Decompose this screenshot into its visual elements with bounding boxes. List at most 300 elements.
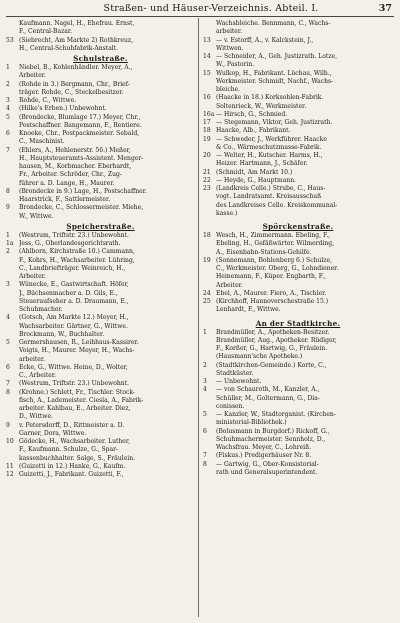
house-number xyxy=(203,144,216,152)
entry-line xyxy=(6,232,195,240)
entry-line xyxy=(6,188,195,196)
house-number xyxy=(6,89,19,97)
entry-text: Rohde, C., Wittwe. xyxy=(19,97,77,104)
entry-text: W., Pastorin. xyxy=(216,61,255,69)
house-number xyxy=(6,455,19,463)
entry-text: F., Kohrs, H., Wachsarbeiter. Lühring, xyxy=(19,256,135,264)
entry-line xyxy=(203,378,393,386)
house-number xyxy=(6,397,19,405)
entry-line xyxy=(6,281,195,289)
entry-line xyxy=(203,419,393,427)
entry-line xyxy=(6,248,195,256)
entry-text: F., Kaufmann. Schulze, G., Spar- xyxy=(19,446,119,454)
entry-line xyxy=(203,265,393,273)
entry-line xyxy=(6,347,195,355)
entry-text: Steueraufseher a. D. Draumann, E., xyxy=(19,297,129,305)
house-number xyxy=(203,403,216,411)
entry-line xyxy=(6,306,195,314)
entry-text: v. Petersdorff, D., Rittmeister a. D. xyxy=(19,421,125,429)
entry-text: (Fiskus.) Predigerhäuser Nr. 8. xyxy=(216,452,312,460)
house-number: 10 xyxy=(6,438,14,445)
entry-line xyxy=(203,306,393,314)
entry-line xyxy=(6,180,195,188)
entry-line xyxy=(6,413,195,421)
entry-text: Jess, G., Oberlandesgerichtsrath. xyxy=(19,240,121,247)
house-number xyxy=(203,337,216,345)
entry-text: rath und Generalsuperintendent. xyxy=(216,468,318,476)
entry-line xyxy=(203,337,393,345)
entry-line xyxy=(6,213,195,221)
house-number xyxy=(6,446,19,454)
entry-line xyxy=(203,210,393,218)
house-number: 4 xyxy=(6,314,10,322)
entry-text: — von Schauroth, M., Kanzler, A., xyxy=(216,386,320,394)
entry-text: Wünecke, E., Gastwirtschaft. Höfer, xyxy=(19,281,129,289)
house-number xyxy=(6,265,19,273)
house-number: 21 xyxy=(203,168,211,176)
entry-text: (Stadtkirchen-Gemeinde.) Korte, C., xyxy=(216,361,327,369)
entry-line xyxy=(6,331,195,339)
entry-line xyxy=(6,114,195,122)
entry-text: — Hirsch, G., Schmied. xyxy=(216,110,288,118)
entry-text: C., Arbeiter. xyxy=(19,372,56,379)
entry-text: C., Landbriefträger. Weinreich, H., xyxy=(19,264,126,272)
house-number: 23 xyxy=(203,185,211,192)
entry-line xyxy=(203,395,393,403)
entry-text: — Kanzler, W., Stadtorganist. (Kirchen- xyxy=(216,411,336,418)
house-number: 12 xyxy=(6,471,14,478)
house-number xyxy=(6,430,19,438)
entry-text: kassenbuchhalter. Salge, S., Fräulein. xyxy=(19,454,136,462)
house-number: 14 xyxy=(203,53,211,60)
entry-text: kasse.) xyxy=(216,209,238,217)
entry-line xyxy=(203,290,393,298)
entry-text: Brandmüller, Aug., Apotheker. Rüdiger, xyxy=(216,336,337,344)
right-column xyxy=(203,20,393,477)
entry-text: Germershausen, R., Leihhaus-Kassirer. xyxy=(19,339,139,346)
house-number: 20 xyxy=(203,152,211,159)
entry-text: führer a. D. Lange, H., Maurer. xyxy=(19,179,115,187)
street-heading: An der Stadtkirche. xyxy=(255,318,341,328)
entry-text: Wachsbleiche. Bennmann, C., Wachs- xyxy=(216,20,331,27)
entry-line xyxy=(203,329,393,337)
entry-text: H., Hauptsteueramts-Assistent. Menger- xyxy=(19,154,144,162)
entry-text: (Westrum, Triftstr. 23.) Unbewohnt. xyxy=(19,231,129,239)
house-number xyxy=(6,138,19,146)
house-number xyxy=(6,372,19,380)
entry-line xyxy=(6,380,195,388)
entry-line xyxy=(203,103,393,111)
entry-text: (Schmidt, Am Markt 10.) xyxy=(216,168,293,176)
entry-text: Soltenrieck, W., Werkmeister. xyxy=(216,102,307,110)
entry-text: — Schweder, J., Werkführer. Haacke xyxy=(216,135,327,143)
house-number xyxy=(203,202,216,210)
street-heading: Speicherstraße. xyxy=(66,221,135,231)
house-number xyxy=(6,323,19,331)
entry-line xyxy=(6,37,195,45)
entry-line xyxy=(203,45,393,53)
entry-text: — v. Estorff, A., v. Kalckstein, J., xyxy=(216,36,314,44)
house-number: 53 xyxy=(6,36,14,44)
entry-line xyxy=(6,389,195,397)
entry-text: Lenhardt, F., Wittwe. xyxy=(216,306,281,314)
house-number xyxy=(203,306,216,314)
house-number: 16 xyxy=(203,94,211,102)
entry-line xyxy=(6,89,195,97)
entry-text: Stadtküster. xyxy=(216,369,254,377)
entry-text: Schüller, M., Goltermann, G., Dia- xyxy=(216,394,320,402)
entry-text: C., Werkmeister. Oberg, G., Lohndiener. xyxy=(216,265,339,272)
entry-text: vogt. Landratsamt. Kreisausschuß xyxy=(216,193,322,201)
house-number xyxy=(6,72,19,80)
entry-text: & Co., Wärmeschutzmasse-Fabrik. xyxy=(216,143,322,151)
entry-line xyxy=(203,136,393,144)
house-number xyxy=(203,160,216,168)
entry-line xyxy=(6,130,195,138)
entry-text: Arbeiter. xyxy=(216,281,243,289)
house-number: 2 xyxy=(203,361,207,369)
entry-line xyxy=(6,45,195,53)
house-number xyxy=(203,345,216,353)
entry-line xyxy=(6,265,195,273)
entry-text: (Bolusmann in Burgdorf.) Rickoff, G., xyxy=(216,427,330,435)
house-number xyxy=(6,171,19,179)
entry-line xyxy=(203,160,393,168)
house-number xyxy=(203,78,216,86)
house-number xyxy=(203,273,216,281)
house-number xyxy=(6,331,19,339)
house-number: 11 xyxy=(6,462,14,470)
entry-line xyxy=(6,430,195,438)
entry-line xyxy=(6,257,195,265)
house-number: 3 xyxy=(6,97,10,104)
house-number: 2 xyxy=(6,80,10,88)
entry-line xyxy=(6,163,195,171)
entry-line xyxy=(6,314,195,322)
entry-text: (Kirchhoff, Hannoverschestraße 15.) xyxy=(216,298,329,305)
house-number xyxy=(203,395,216,403)
house-number: 1 xyxy=(6,64,10,71)
house-number: 15 xyxy=(203,69,211,77)
page-number: 37 xyxy=(378,3,392,14)
entry-line xyxy=(203,86,393,94)
entry-text: W., Wittwe. xyxy=(19,212,54,220)
house-number: 2 xyxy=(6,248,10,256)
house-number: 8 xyxy=(6,388,10,396)
entry-line xyxy=(203,249,393,257)
house-number xyxy=(203,265,216,273)
entry-line xyxy=(6,28,195,36)
entry-text: Heinemann, F., Küper. Engbarth, F., xyxy=(216,273,326,281)
entry-line xyxy=(203,53,393,61)
entry-text: C., Maschinist. xyxy=(19,138,65,146)
entry-line xyxy=(203,20,393,28)
house-number xyxy=(6,213,19,221)
entry-line xyxy=(6,422,195,430)
entry-text: Schuhmacher. xyxy=(19,306,63,313)
entry-text: Wachsarbeiter. Gärtner, G., Wittwe. xyxy=(19,322,128,330)
entry-text: H., Central-Schuhfabrik-Anstalt. xyxy=(19,44,119,52)
entry-line xyxy=(6,64,195,72)
entry-text: (Brondecke in 9.) Lage, H., Postschaffner. xyxy=(19,187,147,195)
entry-text: Postschaffner. Bangemann, F., Rentiere. xyxy=(19,121,142,129)
entry-line xyxy=(203,257,393,265)
entry-text: Wittwen. xyxy=(216,44,244,52)
entry-line xyxy=(6,20,195,28)
entry-text: fisch, A., Lademeister. Ciesla, A., Fabrik- xyxy=(19,396,144,404)
entry-text: Fr., Arbeiter. Schröder, Chr., Zug- xyxy=(19,171,122,179)
entry-line xyxy=(203,127,393,135)
entry-line xyxy=(203,345,393,353)
entry-line xyxy=(203,185,393,193)
house-number xyxy=(203,419,216,427)
entry-line xyxy=(203,411,393,419)
entry-text: D., Wittwe. xyxy=(19,413,53,421)
street-heading: Spörckenstraße. xyxy=(262,222,334,231)
entry-text: (Guizetti in 12.) Hanke, G., Kaufm. xyxy=(19,462,126,470)
house-number: 7 xyxy=(6,146,10,154)
house-number: 8 xyxy=(6,187,10,195)
entry-text: Arbeiter. xyxy=(19,72,46,80)
entry-text: Niebel, B., Kohlenhändler. Meyer, A., xyxy=(19,64,133,71)
entry-text: Voigts, H., Maurer. Meyer, H., Wachs- xyxy=(19,347,135,355)
house-number: 17 xyxy=(203,119,211,126)
entry-text: (Landkreis Celle.) Strube, C., Haus- xyxy=(216,185,326,192)
entry-line xyxy=(203,298,393,306)
house-number xyxy=(6,413,19,421)
entry-text: Ecke, G., Wittwe. Heine, D., Wolter, xyxy=(19,363,128,371)
entry-text: Haarstrick, F., Sattlermeister. xyxy=(19,196,111,203)
entry-text: Schuhmachermeister. Sennholz, D., xyxy=(216,435,326,443)
entry-line xyxy=(203,37,393,45)
entry-line xyxy=(6,364,195,372)
house-number xyxy=(6,347,19,355)
entry-line xyxy=(6,138,195,146)
entry-line xyxy=(203,436,393,444)
entry-line xyxy=(6,446,195,454)
entry-line xyxy=(203,282,393,290)
house-number: 9 xyxy=(6,204,10,212)
entry-text: Ebeling, H., Gefäßwärter. Wilmerding, xyxy=(216,240,335,248)
entry-text: des Landkreises Celle. Kreiskommunal- xyxy=(216,201,338,209)
house-number xyxy=(203,193,216,201)
entry-line xyxy=(203,202,393,210)
house-number: 22 xyxy=(203,176,211,184)
house-number xyxy=(203,282,216,290)
house-number xyxy=(203,61,216,69)
entry-text: (Gotsch, Am Markte 12.) Meyer, H., xyxy=(19,314,129,322)
entry-text: Wulkop, H., Fabrikant. Lüchau, Wilh., xyxy=(216,69,332,77)
house-number xyxy=(203,103,216,111)
entry-text: Gödecke, H., Wachsarbeiter. Luther, xyxy=(19,438,131,445)
entry-text: (Rohde in 3.) Bergmann, Chr., Brief- xyxy=(19,80,130,88)
house-number: 1 xyxy=(6,231,10,239)
entry-text: Kaufmann. Nagel, H., Ehefrau. Ernst, xyxy=(19,20,135,27)
house-number: 3 xyxy=(203,378,207,385)
house-number: 16a xyxy=(203,110,215,118)
entry-line xyxy=(6,455,195,463)
page-title: Straßen- und Häuser-Verzeichnis. Abteil. I. xyxy=(103,3,319,14)
entry-text: arbeiter. xyxy=(19,355,46,363)
house-number: 5 xyxy=(6,113,10,121)
house-number xyxy=(6,290,19,298)
entry-text: — Gartwig, G., Ober-Konsistorial- xyxy=(216,460,319,468)
house-number: 25 xyxy=(203,298,211,305)
entry-text: Wesch, H., Zimmermann. Ebeling, F., xyxy=(216,232,331,239)
entry-text: Ebel, A., Maurer. Fiero, A., Tischler. xyxy=(216,289,327,297)
entry-text: Brondecke, C., Schlossermeister. Miehe, xyxy=(19,204,144,212)
house-number xyxy=(6,306,19,314)
entry-text: Arbeiter. xyxy=(19,273,46,280)
entry-text: (Siebrecht, Am Markte 2) Rothkreuz, xyxy=(19,36,133,44)
entry-line xyxy=(6,122,195,130)
entry-text: (Sonnemann, Bohlenberg 6.) Schulze, xyxy=(216,256,332,264)
entry-line xyxy=(6,81,195,89)
entry-text: Haacke, Alb., Fabrikant. xyxy=(216,127,291,135)
house-number xyxy=(203,436,216,444)
entry-text: bleiche. xyxy=(216,86,241,93)
entry-line xyxy=(203,353,393,361)
entry-line xyxy=(203,78,393,86)
house-number: 5 xyxy=(6,339,10,346)
entry-text: (Krohne.) Schlett, Fr., Tischler. Stock- xyxy=(19,388,135,396)
house-number: 7 xyxy=(6,380,10,388)
entry-line xyxy=(203,94,393,102)
house-number: 4 xyxy=(6,105,10,113)
entry-text: arbeiter. Kahlbau, E., Arbeiter. Diez, xyxy=(19,405,131,412)
entry-line xyxy=(6,196,195,204)
house-number xyxy=(6,122,19,130)
entry-text: Garner, Dora, Wittwe. xyxy=(19,429,87,437)
entry-line xyxy=(203,403,393,411)
header-rule xyxy=(6,16,394,17)
entry-text: (Ahlborn, Kirchstraße 10.) Cammann, xyxy=(19,248,135,256)
house-number xyxy=(6,356,19,364)
house-number: 6 xyxy=(6,130,10,137)
entry-text: Knoeke, Chr., Postpackmeister. Sebald, xyxy=(19,130,140,137)
entry-line xyxy=(203,428,393,436)
house-number xyxy=(203,20,216,28)
entry-line xyxy=(203,461,393,469)
left-column xyxy=(6,20,195,479)
entry-line xyxy=(6,463,195,471)
entry-line xyxy=(203,152,393,160)
house-number xyxy=(203,86,216,94)
entry-text: Brandmüller, A., Apotheken-Besitzer. xyxy=(216,328,330,336)
house-number: 19 xyxy=(203,256,211,264)
entry-text: Werkmeister. Schmidt, Nachf., Wachs- xyxy=(216,77,334,85)
column-divider xyxy=(198,18,199,617)
house-number: 4 xyxy=(203,386,207,394)
house-number xyxy=(203,469,216,477)
house-number: 13 xyxy=(203,36,211,44)
entry-line xyxy=(6,298,195,306)
house-number: 7 xyxy=(203,452,207,460)
entry-line xyxy=(203,119,393,127)
entry-line xyxy=(203,386,393,394)
house-number: 18 xyxy=(203,232,211,239)
entry-text: Wachsfrau. Meyer, C., Lohreiß. xyxy=(216,444,312,451)
entry-line xyxy=(203,169,393,177)
entry-line xyxy=(203,273,393,281)
entry-line xyxy=(203,232,393,240)
house-number: 9 xyxy=(6,421,10,429)
entry-text: — Heyde, G., Hauptmann. xyxy=(216,176,297,184)
entry-line xyxy=(203,370,393,378)
entry-line xyxy=(203,452,393,460)
house-number xyxy=(6,163,19,171)
house-number xyxy=(6,405,19,413)
entry-text: ministerial-Bibliothek.) xyxy=(216,419,287,427)
entry-line xyxy=(6,356,195,364)
entry-line xyxy=(6,171,195,179)
entry-line xyxy=(203,177,393,185)
entry-text: träger. Rohde, C., Steckelbesitzer. xyxy=(19,88,124,96)
entry-line xyxy=(6,290,195,298)
entry-text: — Unbewohnt. xyxy=(216,378,262,385)
house-number xyxy=(6,45,19,53)
entry-line xyxy=(6,147,195,155)
entry-line xyxy=(6,405,195,413)
entry-text: — Schneider, A., Geh. Justizrath. Lotze, xyxy=(216,53,338,60)
entry-text: (Brondecke, Blumlage 17.) Meyer, Chr., xyxy=(19,113,141,121)
entry-line xyxy=(203,111,393,119)
house-number: 3 xyxy=(6,281,10,289)
house-number xyxy=(6,155,19,163)
entry-text: Guizetti, J., Fabrikant. Guizetti, F., xyxy=(19,471,124,478)
entry-text: hausen, M., Korbmacher. Eberhardt, xyxy=(19,163,132,170)
house-number xyxy=(203,240,216,248)
entry-line xyxy=(6,155,195,163)
entry-line xyxy=(6,240,195,248)
street-heading: Schulstraße. xyxy=(73,54,128,63)
house-number: 19 xyxy=(203,135,211,143)
house-number xyxy=(203,45,216,53)
house-number: 24 xyxy=(203,289,211,297)
house-number xyxy=(203,353,216,361)
entry-line xyxy=(6,204,195,212)
house-number xyxy=(6,20,19,28)
entry-line xyxy=(6,97,195,105)
entry-text: conissen. xyxy=(216,402,245,410)
entry-text: (Hilke's Erben.) Unbewohnt. xyxy=(19,105,107,113)
house-number: 8 xyxy=(203,460,207,468)
house-number xyxy=(6,196,19,204)
entry-text: (Westrum, Triftstr. 23.) Unbewohnt. xyxy=(19,380,129,388)
house-number xyxy=(6,257,19,265)
entry-line xyxy=(6,397,195,405)
page-header xyxy=(8,2,394,16)
entry-text: arbeiter. xyxy=(216,28,243,36)
entry-line xyxy=(6,339,195,347)
entry-line xyxy=(6,273,195,281)
entry-text: — Welter, H., Kutscher. Harms, H., xyxy=(216,152,323,159)
entry-line xyxy=(203,469,393,477)
house-number xyxy=(203,210,216,218)
house-number: 6 xyxy=(6,363,10,371)
entry-line xyxy=(6,323,195,331)
entry-text: (Hausmann'sche Apotheke.) xyxy=(216,353,303,361)
entry-line xyxy=(203,144,393,152)
entry-text: F., Central-Bazar. xyxy=(19,28,73,36)
house-number xyxy=(6,273,19,281)
house-number: 5 xyxy=(203,411,207,418)
house-number: 18 xyxy=(203,127,211,135)
entry-text: (Ehlers, A., Hehlenerstr. 56.) Meßer, xyxy=(19,146,131,154)
entry-line xyxy=(203,193,393,201)
entry-line xyxy=(203,240,393,248)
house-number xyxy=(203,444,216,452)
